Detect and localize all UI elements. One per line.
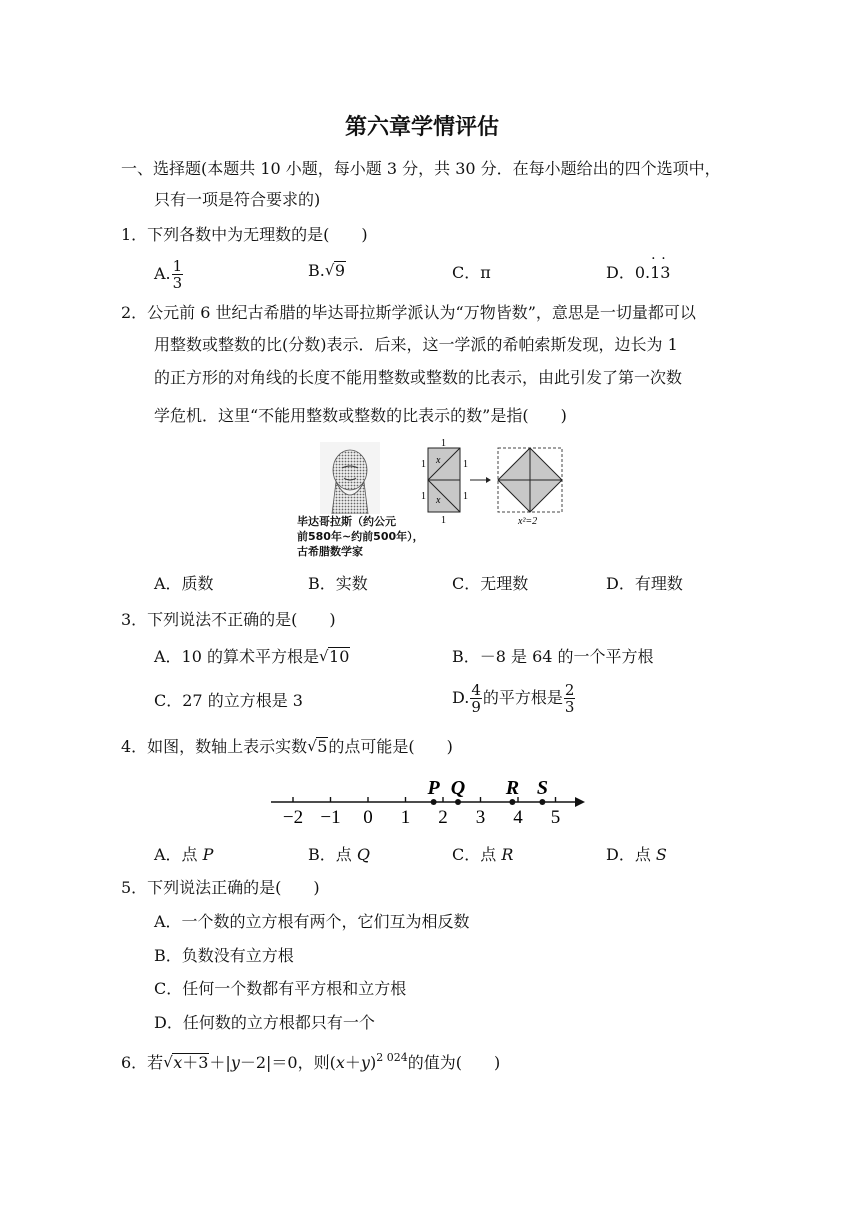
portrait-caption-line3: 古希腊数学家 xyxy=(297,545,363,558)
radicand: 5 xyxy=(317,737,328,756)
question-4-option-a[interactable] xyxy=(154,845,213,865)
option-prefix: B．点 xyxy=(308,845,357,864)
question-5-stem: 5．下列说法正确的是( ) xyxy=(121,878,320,897)
square-diagonal-figure xyxy=(418,438,568,530)
option-prefix: D．点 xyxy=(606,845,656,864)
number-line-point xyxy=(431,799,437,805)
question-2-line1: 2．公元前 6 世纪古希腊的毕达哥拉斯学派认为“万物皆数”，意思是一切量都可以 xyxy=(121,303,696,322)
number-line-tick-label: 2 xyxy=(438,807,448,828)
question-2-line3: 的正方形的对角线的长度不能用整数或整数的比表示，由此引发了第一次数 xyxy=(154,368,683,387)
var-y-2: y xyxy=(360,1053,370,1072)
option-prefix: C．点 xyxy=(452,845,502,864)
radical-sign xyxy=(319,647,350,667)
fig-label-left-top: 1 xyxy=(421,459,426,470)
radicand xyxy=(172,1053,209,1072)
question-2-option-a[interactable]: A．质数 xyxy=(154,574,214,593)
pythagoras-portrait xyxy=(320,442,380,514)
number-line-point xyxy=(509,799,515,805)
point-name: S xyxy=(655,845,667,864)
number-line-point-label: R xyxy=(505,777,520,799)
number-line-tick-label: 5 xyxy=(550,807,561,828)
question-3-option-b[interactable]: B．－8 是 64 的一个平方根 xyxy=(452,647,654,666)
number-line-point-label: S xyxy=(536,777,548,799)
var-y: y xyxy=(230,1053,240,1072)
number-line-point xyxy=(539,799,545,805)
fraction-denominator: 9 xyxy=(471,698,481,716)
question-5-option-a[interactable]: A．一个数的立方根有两个，它们互为相反数 xyxy=(154,912,470,931)
fig-equation: x²=2 xyxy=(518,516,538,527)
option-prefix: A．点 xyxy=(154,845,203,864)
question-4-option-b[interactable] xyxy=(308,845,370,865)
fraction-denominator: 3 xyxy=(564,698,575,716)
plus-sign: ＋ xyxy=(344,1053,361,1072)
point-name: R xyxy=(501,845,514,864)
option-d-middle: 的平方根是 xyxy=(482,688,563,707)
abs-part1: ＋| xyxy=(209,1053,231,1072)
stem-prefix: 6．若 xyxy=(121,1053,164,1072)
fraction-denominator: 3 xyxy=(172,274,183,292)
question-1-option-c[interactable]: C．π xyxy=(452,263,491,282)
number-line-tick-label: 1 xyxy=(400,807,411,828)
question-5-option-c[interactable]: C．任何一个数都有平方根和立方根 xyxy=(154,979,407,998)
fig-label-right-top: 1 xyxy=(463,459,468,470)
close-paren: ) xyxy=(369,1053,377,1072)
number-line-point xyxy=(455,799,461,805)
question-3-option-d[interactable] xyxy=(452,682,576,715)
repeating-digit-2: 3 · xyxy=(660,263,670,283)
question-5-option-b[interactable]: B．负数没有立方根 xyxy=(154,946,294,965)
fraction-one-third xyxy=(172,258,184,291)
number-line-figure xyxy=(265,772,590,832)
question-1-option-a[interactable] xyxy=(154,258,184,291)
question-6-stem xyxy=(121,1053,500,1073)
exponent: 2 024 xyxy=(376,1051,408,1064)
question-3-stem: 3．下列说法不正确的是( ) xyxy=(121,610,336,629)
portrait-caption-line2: 前580年~约前500年）， xyxy=(297,530,424,543)
fig-label-left-bottom: 1 xyxy=(421,491,426,502)
question-5-option-d[interactable]: D．任何数的立方根都只有一个 xyxy=(154,1013,375,1032)
question-2-line2: 用整数或整数的比(分数)表示．后来，这一学派的希帕索斯发现，边长为 1 xyxy=(154,335,678,354)
fig-label-x-bottom: x xyxy=(436,495,441,506)
question-1-option-b[interactable] xyxy=(308,261,346,281)
number-line-tick-label: 4 xyxy=(513,807,523,828)
question-3-option-a[interactable] xyxy=(154,647,350,667)
radical-sign xyxy=(163,1053,209,1073)
fig-label-x-top: x xyxy=(436,455,441,466)
section-instructions-line1: 一、选择题(本题共 10 小题，每小题 3 分，共 30 分．在每小题给出的四个选项中， xyxy=(121,159,721,178)
number-line-arrow xyxy=(575,797,585,807)
question-2-option-d[interactable]: D．有理数 xyxy=(606,574,683,593)
option-d-prefix: D. xyxy=(452,688,470,707)
question-1-option-d[interactable] xyxy=(606,263,670,283)
page-title: 第六章学情评估 xyxy=(345,115,500,140)
number-line-tick-label: −2 xyxy=(282,807,304,828)
number-line-tick-label: −1 xyxy=(320,807,341,828)
question-4-option-d[interactable] xyxy=(606,845,667,865)
repeating-digit-1: 1 · xyxy=(650,263,660,283)
radical-sign xyxy=(325,261,346,281)
stem-suffix: 的值为( ) xyxy=(407,1053,501,1072)
radicand: 9 xyxy=(334,261,346,280)
question-2-option-c[interactable]: C．无理数 xyxy=(452,574,529,593)
question-4-option-c[interactable] xyxy=(452,845,513,865)
fig-label-bottom: 1 xyxy=(441,515,446,526)
number-line-point-label: Q xyxy=(450,777,466,799)
number-line-tick-label: 3 xyxy=(475,807,486,828)
point-name: P xyxy=(202,845,214,864)
portrait-caption-line1: 毕达哥拉斯（约公元 xyxy=(297,515,396,528)
radicand: 10 xyxy=(329,647,350,666)
fig-label-top: 1 xyxy=(441,438,446,449)
radical-sign xyxy=(307,737,328,757)
number-line-point-label: P xyxy=(427,777,440,799)
fig-label-right-bottom: 1 xyxy=(463,491,468,502)
fraction-two-thirds xyxy=(564,682,576,715)
abs-part2: －2|＝0，则( xyxy=(239,1053,336,1072)
fraction-numerator: 4 xyxy=(471,681,481,699)
option-b-prefix: B. xyxy=(308,261,325,280)
var-x-2: x xyxy=(335,1053,345,1072)
question-2-option-b[interactable]: B．实数 xyxy=(308,574,368,593)
number-line-tick-label: 0 xyxy=(363,807,373,828)
point-name: Q xyxy=(356,845,370,864)
option-a-prefix: A. xyxy=(154,264,171,283)
stem-prefix: 4．如图，数轴上表示实数 xyxy=(121,737,308,756)
option-d-prefix: D．0. xyxy=(606,263,651,282)
option-a-text: A．10 的算术平方根是 xyxy=(154,647,320,666)
fraction-four-ninths xyxy=(470,682,482,715)
question-3-option-c[interactable]: C．27 的立方根是 3 xyxy=(154,691,303,710)
var-x: x xyxy=(173,1053,183,1072)
fraction-numerator: 2 xyxy=(564,681,575,699)
question-4-stem xyxy=(121,737,453,757)
plus-three: ＋3 xyxy=(182,1053,209,1072)
question-1-stem: 1．下列各数中为无理数的是( ) xyxy=(121,225,368,244)
stem-suffix: 的点可能是( ) xyxy=(328,737,453,756)
section-instructions-line2: 只有一项是符合要求的) xyxy=(154,190,321,209)
question-2-line4: 学危机．这里“不能用整数或整数的比表示的数”是指( ) xyxy=(154,406,567,425)
fraction-numerator: 1 xyxy=(172,257,183,275)
